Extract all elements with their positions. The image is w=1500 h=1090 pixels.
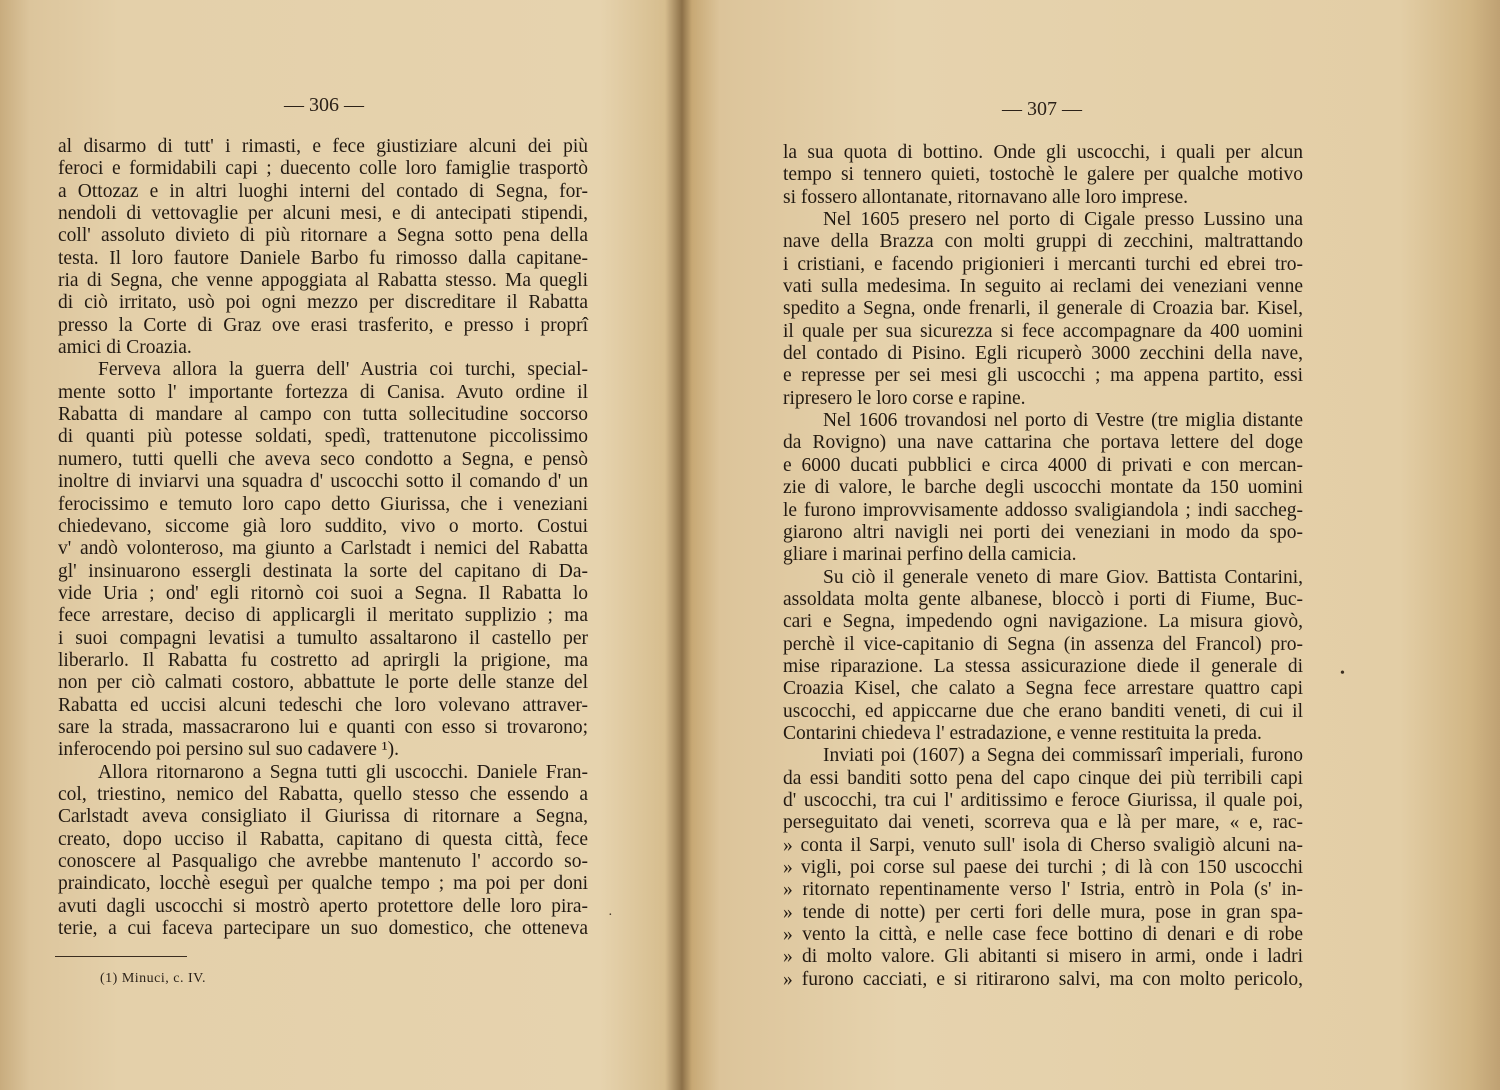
text-line: e represse per sei mesi gli uscocchi ; ma appena partito, essi	[783, 365, 1303, 387]
text-line: giarono altri navigli nei porti dei veneziani in modo da spo-	[783, 521, 1303, 543]
text-line: terie, a cui faceva partecipare un suo domestico, che otteneva	[58, 918, 588, 940]
text-line: il quale per sua sicurezza si fece accompagnare da 400 uomini	[783, 320, 1303, 342]
text-line: nave della Brazza con molti gruppi di zecchini, maltrattando	[783, 231, 1303, 253]
print-speck: ·	[608, 908, 613, 923]
text-line: spedito a Segna, onde frenarli, il generale di Croazia bar. Kisel,	[783, 298, 1303, 320]
text-line: perchè il vice-capitanio di Segna (in assenza del Francol) pro-	[783, 633, 1303, 655]
text-line: col, triestino, nemico del Rabatta, quello stesso che essendo a	[58, 783, 588, 805]
text-line: praindicato, locchè eseguì per qualche tempo ; ma poi per doni	[58, 873, 588, 895]
text-line: ripresero le loro corse e rapine.	[783, 387, 1026, 409]
text-line: da Rovigno) una nave cattarina che portava lettere del doge	[783, 432, 1303, 454]
text-line: » ritornato repentinamente verso l' Istria, entrò in Pola (s' in-	[783, 879, 1303, 901]
text-line: Allora ritornarono a Segna tutti gli uscocchi. Daniele Fran-	[98, 761, 588, 783]
text-line: numero, tutti quelli che aveva seco condotto a Segna, e pensò	[58, 448, 588, 470]
text-line: i cristiani, e facendo prigionieri i mercanti turchi ed ebrei tro-	[783, 253, 1303, 275]
text-line: testa. Il loro fautore Daniele Barbo fu rimosso dalla capitane-	[58, 247, 588, 269]
text-line: d' uscocchi, tra cui l' arditissimo e feroce Giurissa, il quale poi,	[783, 789, 1303, 811]
text-line: conoscere al Pasqualigo che avrebbe mantenuto l' accordo so-	[58, 851, 588, 872]
text-line: la sua quota di bottino. Onde gli uscocchi, i quali per alcun	[783, 142, 1303, 163]
text-line: da essi banditi sotto pena del capo cinque dei più terribili capi	[783, 767, 1303, 789]
text-line: uscocchi, ed appiccarne due che erano banditi veneti, di cui il	[783, 700, 1303, 722]
text-line: » vento la città, e nelle case fece bottino di denari e di robe	[783, 924, 1303, 946]
text-line: mise riparazione. La stessa assicurazione diede il generale di	[783, 655, 1303, 677]
text-line: vide Uria ; ond' egli ritornò coi suoi a Segna. Il Rabatta lo	[58, 582, 588, 604]
text-line: le furono improvvisamente addosso svaligiandola ; indi saccheg-	[783, 499, 1303, 521]
right-page	[690, 0, 1500, 1090]
text-line: inoltre di inviarvi una squadra d' uscocchi sotto il comando d' un	[58, 471, 588, 493]
text-line: Carlstadt aveva consigliato il Giurissa di ritornare a Segna,	[58, 806, 588, 828]
text-line: Croazia Kisel, che calato a Segna fece arrestare quattro capi	[783, 678, 1303, 700]
text-line: ferocissimo e temuto loro capo detto Giurissa, che i veneziani	[58, 493, 588, 515]
text-line: i suoi compagni levatisi a tumulto assaltarono il castello per	[58, 627, 588, 649]
text-line: di quanti più potesse soldati, spedì, trattenutone piccolissimo	[58, 426, 588, 448]
text-line: avuti dagli uscocchi si mostrò aperto protettore delle loro pira-	[58, 895, 588, 917]
page-body	[783, 142, 1303, 991]
text-line: presso la Corte di Graz ove erasi trasferito, e presso i proprî	[58, 314, 588, 336]
text-line: gliare i marinai perfino della camicia.	[783, 544, 1077, 566]
footnote: (1) Minuci, c. IV.	[100, 971, 206, 986]
page-body	[58, 136, 588, 940]
text-line: feroci e formidabili capi ; duecento colle loro famiglie trasportò	[58, 158, 588, 180]
text-line: del contado di Pisino. Egli ricuperò 3000 zecchini della nave,	[783, 343, 1303, 365]
text-line: sare la strada, massacrarono lui e quanti con esso si trovarono;	[58, 716, 588, 738]
text-line: v' andò volonteroso, ma giunto a Carlstadt i nemici del Rabatta	[58, 538, 588, 560]
text-line: Ferveva allora la guerra dell' Austria coi turchi, special-	[98, 359, 588, 381]
text-line: liberarlo. Il Rabatta fu costretto ad aprirgli la prigione, ma	[58, 649, 588, 671]
text-line: fece arrestare, deciso di applicargli il meritato supplizio ; ma	[58, 605, 588, 627]
text-line: » furono cacciati, e si ritirarono salvi, ma con molto pericolo,	[783, 968, 1303, 990]
text-line: » vigli, poi corse sul paese dei turchi ; di là con 150 uscocchi	[783, 857, 1303, 878]
text-line: creato, dopo ucciso il Rabatta, capitano di questa città, fece	[58, 828, 588, 850]
text-line: Nel 1605 presero nel porto di Cigale presso Lussino una	[823, 209, 1303, 231]
print-speck: •	[1340, 666, 1345, 681]
text-line: cari e Segna, impedendo ogni navigazione. La misura giovò,	[783, 611, 1303, 633]
text-line: perseguitato dai veneti, scorreva qua e là per mare, « e, rac-	[783, 812, 1303, 834]
text-line: zie di valore, le barche degli uscocchi montate da 150 uomini	[783, 477, 1303, 499]
page-number: — 307 —	[1002, 98, 1082, 120]
text-line: tempo si tennero quieti, tostochè le galere per qualche motivo	[783, 164, 1303, 186]
text-line: » tende di notte) per certi fori delle mura, pose in gran spa-	[783, 901, 1303, 923]
text-line: Rabatta di mandare al campo con tutta sollecitudine soccorso	[58, 404, 588, 426]
footnote-divider	[55, 956, 187, 957]
text-line: gl' insinuarono essergli destinata la sorte del capitano di Da-	[58, 560, 588, 582]
left-page	[0, 0, 680, 1090]
text-line: si fossero allontanate, ritornavano alle loro imprese.	[783, 186, 1189, 208]
text-line: amici di Croazia.	[58, 337, 192, 359]
text-line: coll' assoluto divieto di più ritornare a Segna sotto pena della	[58, 225, 588, 247]
text-line: Contarini chiedeva l' estradazione, e venne restituita la preda.	[783, 722, 1262, 744]
text-line: a Ottozaz e in altri luoghi interni del contado di Segna, for-	[58, 180, 588, 202]
page-number: — 306 —	[284, 94, 364, 116]
text-line: assoldata molta gente albanese, bloccò i porti di Fiume, Buc-	[783, 588, 1303, 610]
text-line: inferocendo poi persino sul suo cadavere ¹).	[58, 739, 400, 761]
text-line: Su ciò il generale veneto di mare Giov. Battista Contarini,	[823, 566, 1303, 588]
text-line: » di molto valore. Gli abitanti si misero in armi, onde i ladri	[783, 946, 1303, 968]
text-line: Nel 1606 trovandosi nel porto di Vestre (tre miglia distante	[823, 410, 1303, 432]
text-line: e 6000 ducati pubblici e circa 4000 di privati e con mercan-	[783, 454, 1303, 476]
text-line: Inviati poi (1607) a Segna dei commissarî imperiali, furono	[823, 745, 1303, 767]
text-line: » conta il Sarpi, venuto sull' isola di Cherso svaligiò alcuni na-	[783, 834, 1303, 856]
text-line: vati sulla medesima. In seguito ai reclami dei veneziani venne	[783, 276, 1303, 298]
text-line: ria di Segna, che venne appoggiata al Rabatta stesso. Ma quegli	[58, 270, 588, 292]
text-line: non per ciò calmati costoro, abbattute le porte delle stanze del	[58, 672, 588, 694]
text-line: di ciò irritato, usò poi ogni mezzo per discreditare il Rabatta	[58, 292, 588, 314]
text-line: nendoli di vettovaglie per alcuni mesi, e di antecipati stipendi,	[58, 203, 588, 225]
text-line: mente sotto l' importante fortezza di Canisa. Avuto ordine il	[58, 381, 588, 403]
text-line: chiedevano, siccome già loro suddito, vivo o morto. Costui	[58, 515, 588, 537]
text-line: Rabatta ed uccisi alcuni tedeschi che loro volevano attraver-	[58, 694, 588, 716]
text-line: al disarmo di tutt' i rimasti, e fece giustiziare alcuni dei più	[58, 136, 588, 157]
